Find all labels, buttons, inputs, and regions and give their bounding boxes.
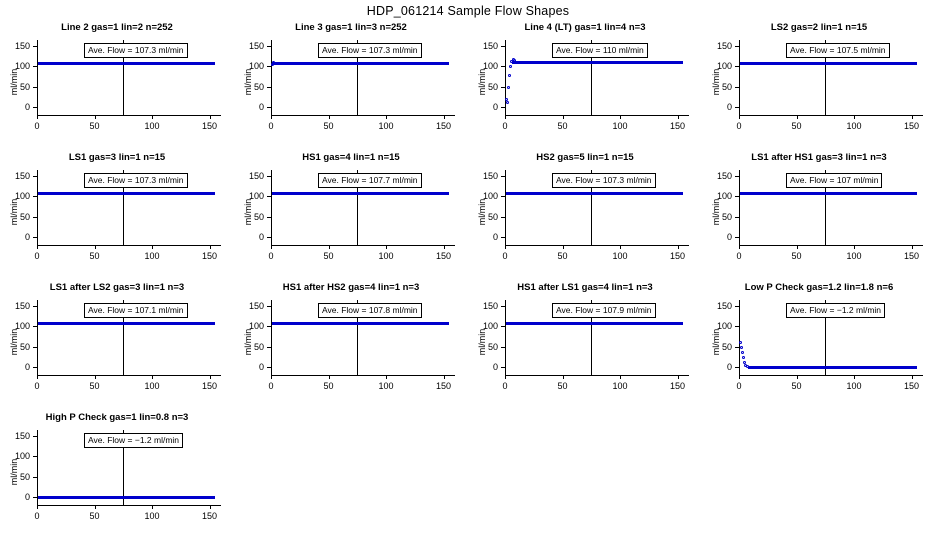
x-tick-label: 150 [435, 381, 452, 391]
data-series [505, 40, 689, 115]
y-tick-label: 0 [258, 361, 264, 372]
y-tick-label: 0 [726, 101, 732, 112]
x-tick-label: 0 [502, 251, 508, 261]
x-tick-label: 0 [34, 381, 40, 391]
x-tick-label: 150 [903, 381, 920, 391]
y-tick-label: 150 [248, 41, 264, 52]
chart-panel [468, 20, 702, 150]
x-tick-label: 50 [557, 251, 568, 261]
y-tick-label: 150 [482, 301, 498, 312]
x-tick [152, 375, 153, 379]
y-tick-label: 0 [726, 361, 732, 372]
chart-panel [234, 280, 468, 410]
ave-flow-annotation: Ave. Flow = 107.3 ml/min [84, 43, 188, 58]
y-axis-label: ml/min [243, 198, 253, 226]
chart-panel [468, 150, 702, 280]
plateau-points [506, 192, 683, 195]
x-tick-label: 150 [669, 381, 686, 391]
data-series [37, 300, 221, 375]
y-tick-label: 0 [492, 101, 498, 112]
y-axis-label: ml/min [9, 68, 19, 96]
x-tick [95, 245, 96, 249]
x-tick-label: 0 [502, 381, 508, 391]
x-tick [210, 505, 211, 509]
chart-panel [0, 280, 234, 410]
x-tick-label: 50 [557, 381, 568, 391]
x-tick-label: 0 [502, 121, 508, 131]
x-tick [271, 115, 272, 119]
x-tick-label: 100 [612, 381, 628, 391]
x-tick [271, 375, 272, 379]
x-tick [854, 245, 855, 249]
ave-flow-annotation: Ave. Flow = 107.3 ml/min [84, 173, 188, 188]
panel-title: Line 2 gas=1 lin=2 n=252 [61, 22, 173, 33]
x-tick-label: 150 [201, 251, 218, 261]
y-axis-label: ml/min [477, 198, 487, 226]
x-tick [505, 245, 506, 249]
panel-title: HS1 after LS1 gas=4 lin=1 n=3 [517, 282, 653, 293]
y-tick-label: 50 [721, 81, 732, 92]
y-axis-label: ml/min [9, 458, 19, 486]
x-axis-line [271, 115, 455, 116]
y-axis-label: ml/min [9, 198, 19, 226]
x-tick [37, 375, 38, 379]
ave-flow-annotation: Ave. Flow = 107.1 ml/min [84, 303, 188, 318]
y-tick-label: 150 [482, 171, 498, 182]
y-tick-label: 100 [14, 451, 30, 462]
x-tick [329, 245, 330, 249]
y-tick-label: 150 [14, 41, 30, 52]
y-tick-label: 0 [24, 361, 30, 372]
x-axis-line [37, 245, 221, 246]
y-tick-label: 50 [19, 341, 30, 352]
y-tick-label: 100 [14, 321, 30, 332]
x-tick [329, 375, 330, 379]
x-tick-label: 150 [201, 121, 218, 131]
x-tick [739, 245, 740, 249]
x-tick [505, 115, 506, 119]
x-axis-line [505, 245, 689, 246]
x-tick [152, 505, 153, 509]
x-tick [444, 375, 445, 379]
y-axis-label: ml/min [711, 68, 721, 96]
x-tick-label: 0 [268, 251, 274, 261]
x-tick [95, 115, 96, 119]
x-tick [210, 375, 211, 379]
data-series [271, 40, 455, 115]
y-tick-label: 0 [24, 231, 30, 242]
chart-panel [468, 280, 702, 410]
y-tick-label: 0 [726, 231, 732, 242]
panel-title: High P Check gas=1 lin=0.8 n=3 [45, 412, 189, 423]
chart-panel [0, 150, 234, 280]
data-point [509, 65, 512, 68]
y-axis-label: ml/min [477, 328, 487, 356]
x-tick [386, 245, 387, 249]
panel-title: Line 3 gas=1 lin=3 n=252 [295, 22, 407, 33]
data-series [37, 170, 221, 245]
data-point [507, 86, 510, 89]
x-tick-label: 0 [736, 121, 742, 131]
chart-panel [234, 150, 468, 280]
x-axis-line [37, 505, 221, 506]
y-tick-label: 150 [14, 431, 30, 442]
y-tick-label: 100 [716, 61, 732, 72]
x-tick-label: 50 [89, 511, 100, 521]
x-tick [739, 375, 740, 379]
x-tick-label: 50 [791, 121, 802, 131]
data-point [739, 341, 742, 344]
plateau-points [506, 322, 683, 325]
x-tick [620, 245, 621, 249]
x-tick-label: 100 [846, 121, 862, 131]
ave-flow-annotation: Ave. Flow = 110 ml/min [552, 43, 648, 58]
x-axis-line [271, 375, 455, 376]
x-tick-label: 100 [378, 251, 394, 261]
y-tick-label: 100 [716, 191, 732, 202]
x-tick-label: 0 [34, 121, 40, 131]
y-tick-label: 50 [19, 81, 30, 92]
ave-flow-annotation: Ave. Flow = −1.2 ml/min [84, 433, 183, 448]
panel-title: HS2 gas=5 lin=1 n=15 [536, 152, 634, 163]
x-tick-label: 0 [736, 251, 742, 261]
data-point [272, 61, 275, 64]
chart-panel [702, 280, 936, 410]
x-tick [854, 375, 855, 379]
y-tick-label: 0 [492, 361, 498, 372]
y-tick-label: 100 [248, 61, 264, 72]
x-tick [210, 245, 211, 249]
x-axis-line [739, 375, 923, 376]
x-tick [386, 375, 387, 379]
x-tick [563, 375, 564, 379]
x-tick-label: 150 [201, 511, 218, 521]
panel-title: LS1 gas=3 lin=1 n=15 [68, 152, 166, 163]
page-title: HDP_061214 Sample Flow Shapes [366, 4, 570, 18]
y-tick-label: 100 [482, 61, 498, 72]
plateau-points [38, 496, 215, 499]
y-tick-label: 0 [258, 101, 264, 112]
data-point [506, 101, 509, 104]
x-tick-label: 150 [201, 381, 218, 391]
y-tick-label: 150 [14, 171, 30, 182]
y-tick-label: 50 [487, 81, 498, 92]
plateau-points [748, 366, 917, 369]
x-tick [797, 115, 798, 119]
y-axis-label: ml/min [9, 328, 19, 356]
ave-flow-annotation: Ave. Flow = 107.3 ml/min [318, 43, 422, 58]
y-tick-label: 50 [487, 211, 498, 222]
x-tick-label: 50 [323, 251, 334, 261]
x-tick-label: 100 [612, 251, 628, 261]
x-tick [37, 245, 38, 249]
plateau-points [38, 322, 215, 325]
x-tick [563, 245, 564, 249]
plateau-points [272, 192, 449, 195]
y-tick-label: 150 [248, 171, 264, 182]
y-tick-label: 50 [721, 341, 732, 352]
data-point [508, 74, 511, 77]
x-tick-label: 100 [144, 511, 160, 521]
x-tick-label: 150 [669, 251, 686, 261]
y-tick-label: 0 [24, 101, 30, 112]
x-tick-label: 150 [903, 251, 920, 261]
x-tick [563, 115, 564, 119]
ave-flow-annotation: Ave. Flow = 107.8 ml/min [318, 303, 422, 318]
panel-grid [0, 20, 936, 540]
x-tick [386, 115, 387, 119]
x-tick [210, 115, 211, 119]
plateau-points [740, 62, 917, 65]
y-axis-label: ml/min [477, 68, 487, 96]
y-axis-label: ml/min [711, 328, 721, 356]
x-tick [444, 115, 445, 119]
data-series [37, 40, 221, 115]
x-tick-label: 50 [791, 251, 802, 261]
x-axis-line [739, 245, 923, 246]
y-tick-label: 150 [14, 301, 30, 312]
plateau-points [38, 62, 215, 65]
y-tick-label: 0 [24, 491, 30, 502]
plateau-points [38, 192, 215, 195]
data-series [739, 300, 923, 375]
y-tick-label: 50 [487, 341, 498, 352]
x-tick-label: 0 [736, 381, 742, 391]
x-tick-label: 50 [557, 121, 568, 131]
data-point [742, 356, 745, 359]
x-tick [678, 245, 679, 249]
plateau-points [272, 62, 449, 65]
x-axis-line [37, 375, 221, 376]
x-tick-label: 0 [34, 511, 40, 521]
x-tick [797, 375, 798, 379]
data-point [740, 346, 743, 349]
x-tick [678, 375, 679, 379]
data-series [505, 300, 689, 375]
chart-panel [0, 20, 234, 150]
y-tick-label: 150 [716, 171, 732, 182]
x-axis-line [37, 115, 221, 116]
x-axis-line [739, 115, 923, 116]
y-tick-label: 100 [248, 321, 264, 332]
x-tick-label: 100 [144, 251, 160, 261]
y-tick-label: 150 [248, 301, 264, 312]
y-tick-label: 50 [253, 341, 264, 352]
x-tick-label: 100 [144, 381, 160, 391]
ave-flow-annotation: Ave. Flow = 107.7 ml/min [318, 173, 422, 188]
ave-flow-annotation: Ave. Flow = −1.2 ml/min [786, 303, 885, 318]
y-tick-label: 50 [721, 211, 732, 222]
y-tick-label: 50 [253, 81, 264, 92]
ave-flow-annotation: Ave. Flow = 107.3 ml/min [552, 173, 656, 188]
panel-title: Low P Check gas=1.2 lin=1.8 n=6 [744, 282, 894, 293]
plateau-points [512, 61, 683, 64]
y-tick-label: 50 [19, 471, 30, 482]
x-tick [620, 115, 621, 119]
chart-panel [0, 410, 234, 540]
x-tick [912, 375, 913, 379]
x-tick [797, 245, 798, 249]
y-tick-label: 100 [716, 321, 732, 332]
data-series [271, 300, 455, 375]
x-tick [95, 505, 96, 509]
y-tick-label: 150 [482, 41, 498, 52]
x-tick [678, 115, 679, 119]
x-tick-label: 150 [903, 121, 920, 131]
x-tick [329, 115, 330, 119]
x-tick [152, 115, 153, 119]
x-tick [95, 375, 96, 379]
x-tick-label: 150 [669, 121, 686, 131]
y-tick-label: 100 [14, 191, 30, 202]
x-tick [912, 115, 913, 119]
x-tick-label: 100 [846, 251, 862, 261]
ave-flow-annotation: Ave. Flow = 107 ml/min [786, 173, 882, 188]
ave-flow-annotation: Ave. Flow = 107.9 ml/min [552, 303, 656, 318]
data-series [739, 170, 923, 245]
y-axis-label: ml/min [243, 68, 253, 96]
x-tick-label: 0 [268, 121, 274, 131]
x-tick [444, 245, 445, 249]
x-tick [37, 505, 38, 509]
plateau-points [272, 322, 449, 325]
x-tick [37, 115, 38, 119]
chart-panel [702, 150, 936, 280]
y-tick-label: 0 [492, 231, 498, 242]
x-tick-label: 100 [378, 381, 394, 391]
data-series [739, 40, 923, 115]
ave-flow-annotation: Ave. Flow = 107.5 ml/min [786, 43, 890, 58]
y-tick-label: 0 [258, 231, 264, 242]
x-tick-label: 50 [89, 121, 100, 131]
panel-title: Line 4 (LT) gas=1 lin=4 n=3 [524, 22, 646, 33]
x-tick-label: 50 [791, 381, 802, 391]
x-tick-label: 100 [144, 121, 160, 131]
chart-panel [234, 20, 468, 150]
y-tick-label: 50 [19, 211, 30, 222]
x-tick-label: 100 [612, 121, 628, 131]
panel-title: LS1 after HS1 gas=3 lin=1 n=3 [751, 152, 887, 163]
y-tick-label: 100 [482, 191, 498, 202]
y-tick-label: 100 [14, 61, 30, 72]
plateau-points [740, 192, 917, 195]
x-axis-line [505, 115, 689, 116]
y-tick-label: 150 [716, 301, 732, 312]
data-series [271, 170, 455, 245]
x-tick-label: 150 [435, 121, 452, 131]
x-tick [271, 245, 272, 249]
x-tick-label: 50 [89, 381, 100, 391]
x-axis-line [505, 375, 689, 376]
data-series [37, 430, 221, 505]
x-tick-label: 100 [378, 121, 394, 131]
x-tick [620, 375, 621, 379]
x-tick-label: 50 [89, 251, 100, 261]
panel-title: HS1 after HS2 gas=4 lin=1 n=3 [282, 282, 420, 293]
data-series [505, 170, 689, 245]
x-tick-label: 150 [435, 251, 452, 261]
panel-title: HS1 gas=4 lin=1 n=15 [302, 152, 400, 163]
panel-title: LS2 gas=2 lin=1 n=15 [770, 22, 868, 33]
y-tick-label: 50 [253, 211, 264, 222]
x-tick [854, 115, 855, 119]
x-tick-label: 100 [846, 381, 862, 391]
y-tick-label: 100 [248, 191, 264, 202]
x-tick [505, 375, 506, 379]
x-tick-label: 50 [323, 121, 334, 131]
x-tick-label: 0 [268, 381, 274, 391]
data-point [513, 59, 516, 62]
chart-panel [702, 20, 936, 150]
x-tick-label: 0 [34, 251, 40, 261]
panel-title: LS1 after LS2 gas=3 lin=1 n=3 [49, 282, 185, 293]
y-tick-label: 100 [482, 321, 498, 332]
y-axis-label: ml/min [711, 198, 721, 226]
y-axis-label: ml/min [243, 328, 253, 356]
x-tick [152, 245, 153, 249]
data-point [741, 351, 744, 354]
x-tick [739, 115, 740, 119]
y-tick-label: 150 [716, 41, 732, 52]
x-axis-line [271, 245, 455, 246]
x-tick [912, 245, 913, 249]
x-tick-label: 50 [323, 381, 334, 391]
